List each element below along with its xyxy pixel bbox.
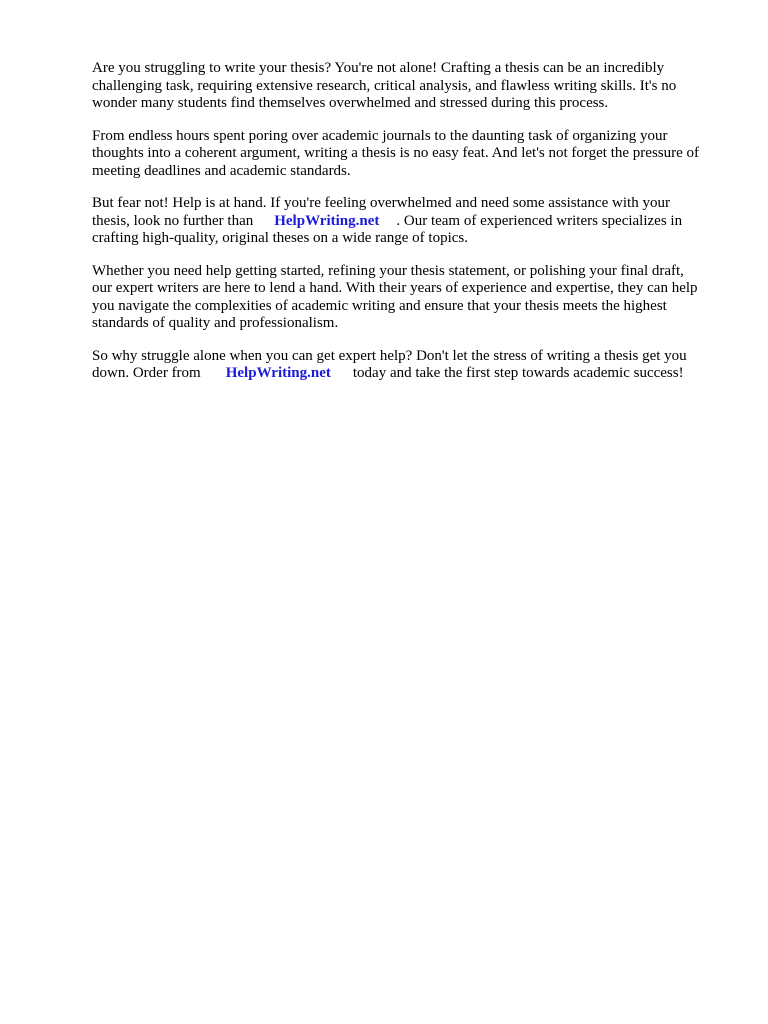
- text-line: standards of quality and professionalism.: [92, 315, 339, 331]
- paragraph-services: [92, 263, 732, 333]
- text-line: Whether you need help getting started, refining your thesis statement, or polishing your final draft,: [92, 262, 684, 279]
- paragraph-call-to-action: [92, 348, 732, 383]
- text-segment: down. Order from: [92, 365, 201, 381]
- text-line: wonder many students find themselves overwhelmed and stressed during this process.: [92, 95, 609, 111]
- text-segment: . Our team of experienced writers specializes in: [396, 212, 683, 229]
- text-line: our expert writers are here to lend a hand. With their years of experience and expertise, they can help: [92, 280, 698, 296]
- text-line: meeting deadlines and academic standards.: [92, 162, 351, 179]
- helpwriting-link[interactable]: HelpWriting.net: [225, 365, 331, 381]
- text-segment: today and take the first step towards academic success!: [352, 365, 684, 381]
- text-line: But fear not! Help is at hand. If you're feeling overwhelmed and need some assistance with your: [92, 195, 670, 211]
- text-line: thoughts into a coherent argument, writing a thesis is no easy feat. And let's not forget the pressure of: [92, 145, 700, 161]
- text-line: you navigate the complexities of academic writing and ensure that your thesis meets the highest: [92, 297, 667, 314]
- paragraph-intro: [92, 60, 732, 113]
- text-line: [92, 213, 732, 231]
- text-line: Are you struggling to write your thesis? You're not alone! Crafting a thesis can be an incredibly: [92, 60, 665, 76]
- text-line: crafting high-quality, original theses on a wide range of topics.: [92, 230, 469, 246]
- paragraph-challenges: [92, 128, 732, 181]
- text-line: challenging task, requiring extensive research, critical analysis, and flawless writing skills. It's no: [92, 77, 677, 94]
- paragraph-help: [92, 195, 732, 248]
- text-line: From endless hours spent poring over academic journals to the daunting task of organizing your: [92, 127, 668, 144]
- text-line: [92, 365, 732, 383]
- helpwriting-link[interactable]: HelpWriting.net: [274, 212, 380, 229]
- text-line: So why struggle alone when you can get expert help? Don't let the stress of writing a thesis get you: [92, 347, 687, 364]
- document-page: [92, 60, 732, 398]
- text-segment: thesis, look no further than: [92, 212, 254, 229]
